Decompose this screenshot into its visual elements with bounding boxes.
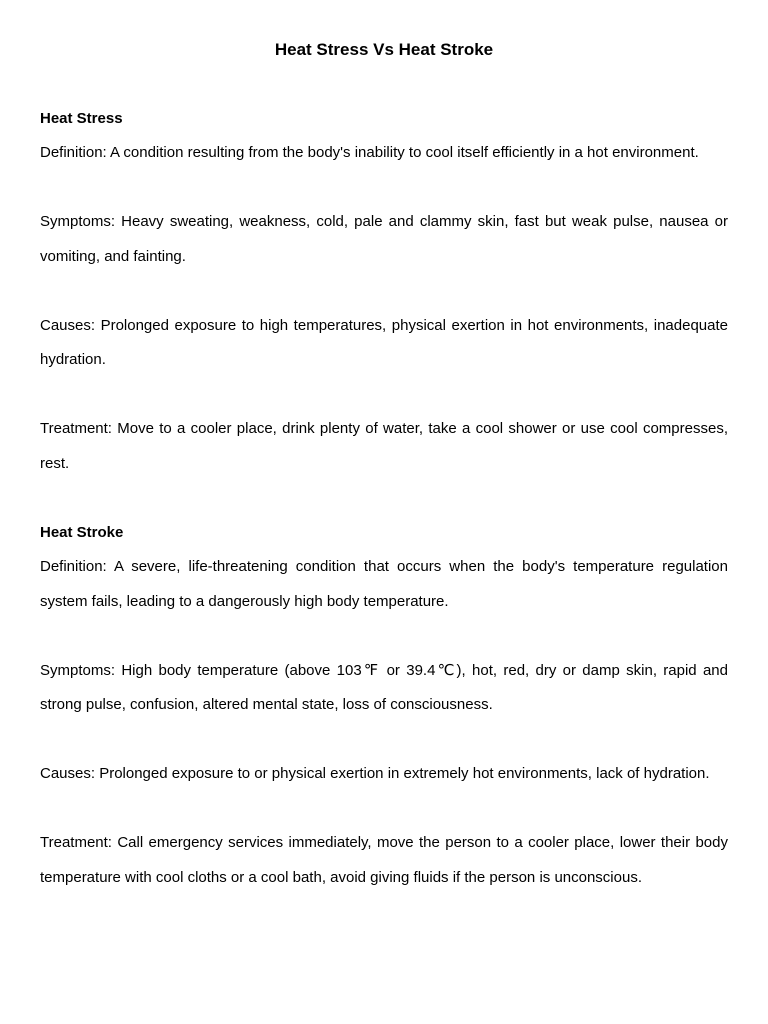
heat-stress-symptoms: Symptoms: Heavy sweating, weakness, cold, pale and clammy skin, fast but weak pulse, nausea or vomiting, and fainting. xyxy=(40,213,728,265)
section-heading-heat-stress: Heat Stress xyxy=(40,110,123,127)
section-heading-heat-stroke: Heat Stroke xyxy=(40,524,124,541)
heat-stress-treatment: Treatment: Move to a cooler place, drink plenty of water, take a cool shower or use cool compresses, rest. xyxy=(40,420,728,472)
heat-stress-causes: Causes: Prolonged exposure to high temperatures, physical exertion in hot environments, inadequate hydration. xyxy=(40,316,728,368)
heat-stroke-treatment: Treatment: Call emergency services immediately, move the person to a cooler place, lower their body temperature with cool cloths or a cool bath, avoid giving fluids if the person is unconscious. xyxy=(40,834,728,886)
section-heat-stress xyxy=(40,109,728,481)
document-title: Heat Stress Vs Heat Stroke xyxy=(274,40,494,59)
section-heat-stroke xyxy=(40,523,728,895)
heat-stroke-definition: Definition: A severe, life-threatening condition that occurs when the body's temperature regulation system fails, leading to a dangerously high body temperature. xyxy=(40,558,728,610)
heat-stroke-causes: Causes: Prolonged exposure to or physical exertion in extremely hot environments, lack of hydration. xyxy=(40,765,710,782)
heat-stress-definition: Definition: A condition resulting from the body's inability to cool itself efficiently in a hot environment. xyxy=(40,144,699,161)
heat-stroke-symptoms: Symptoms: High body temperature (above 103℉ or 39.4℃), hot, red, dry or damp skin, rapid and strong pulse, confusion, altered mental state, loss of consciousness. xyxy=(40,661,728,713)
